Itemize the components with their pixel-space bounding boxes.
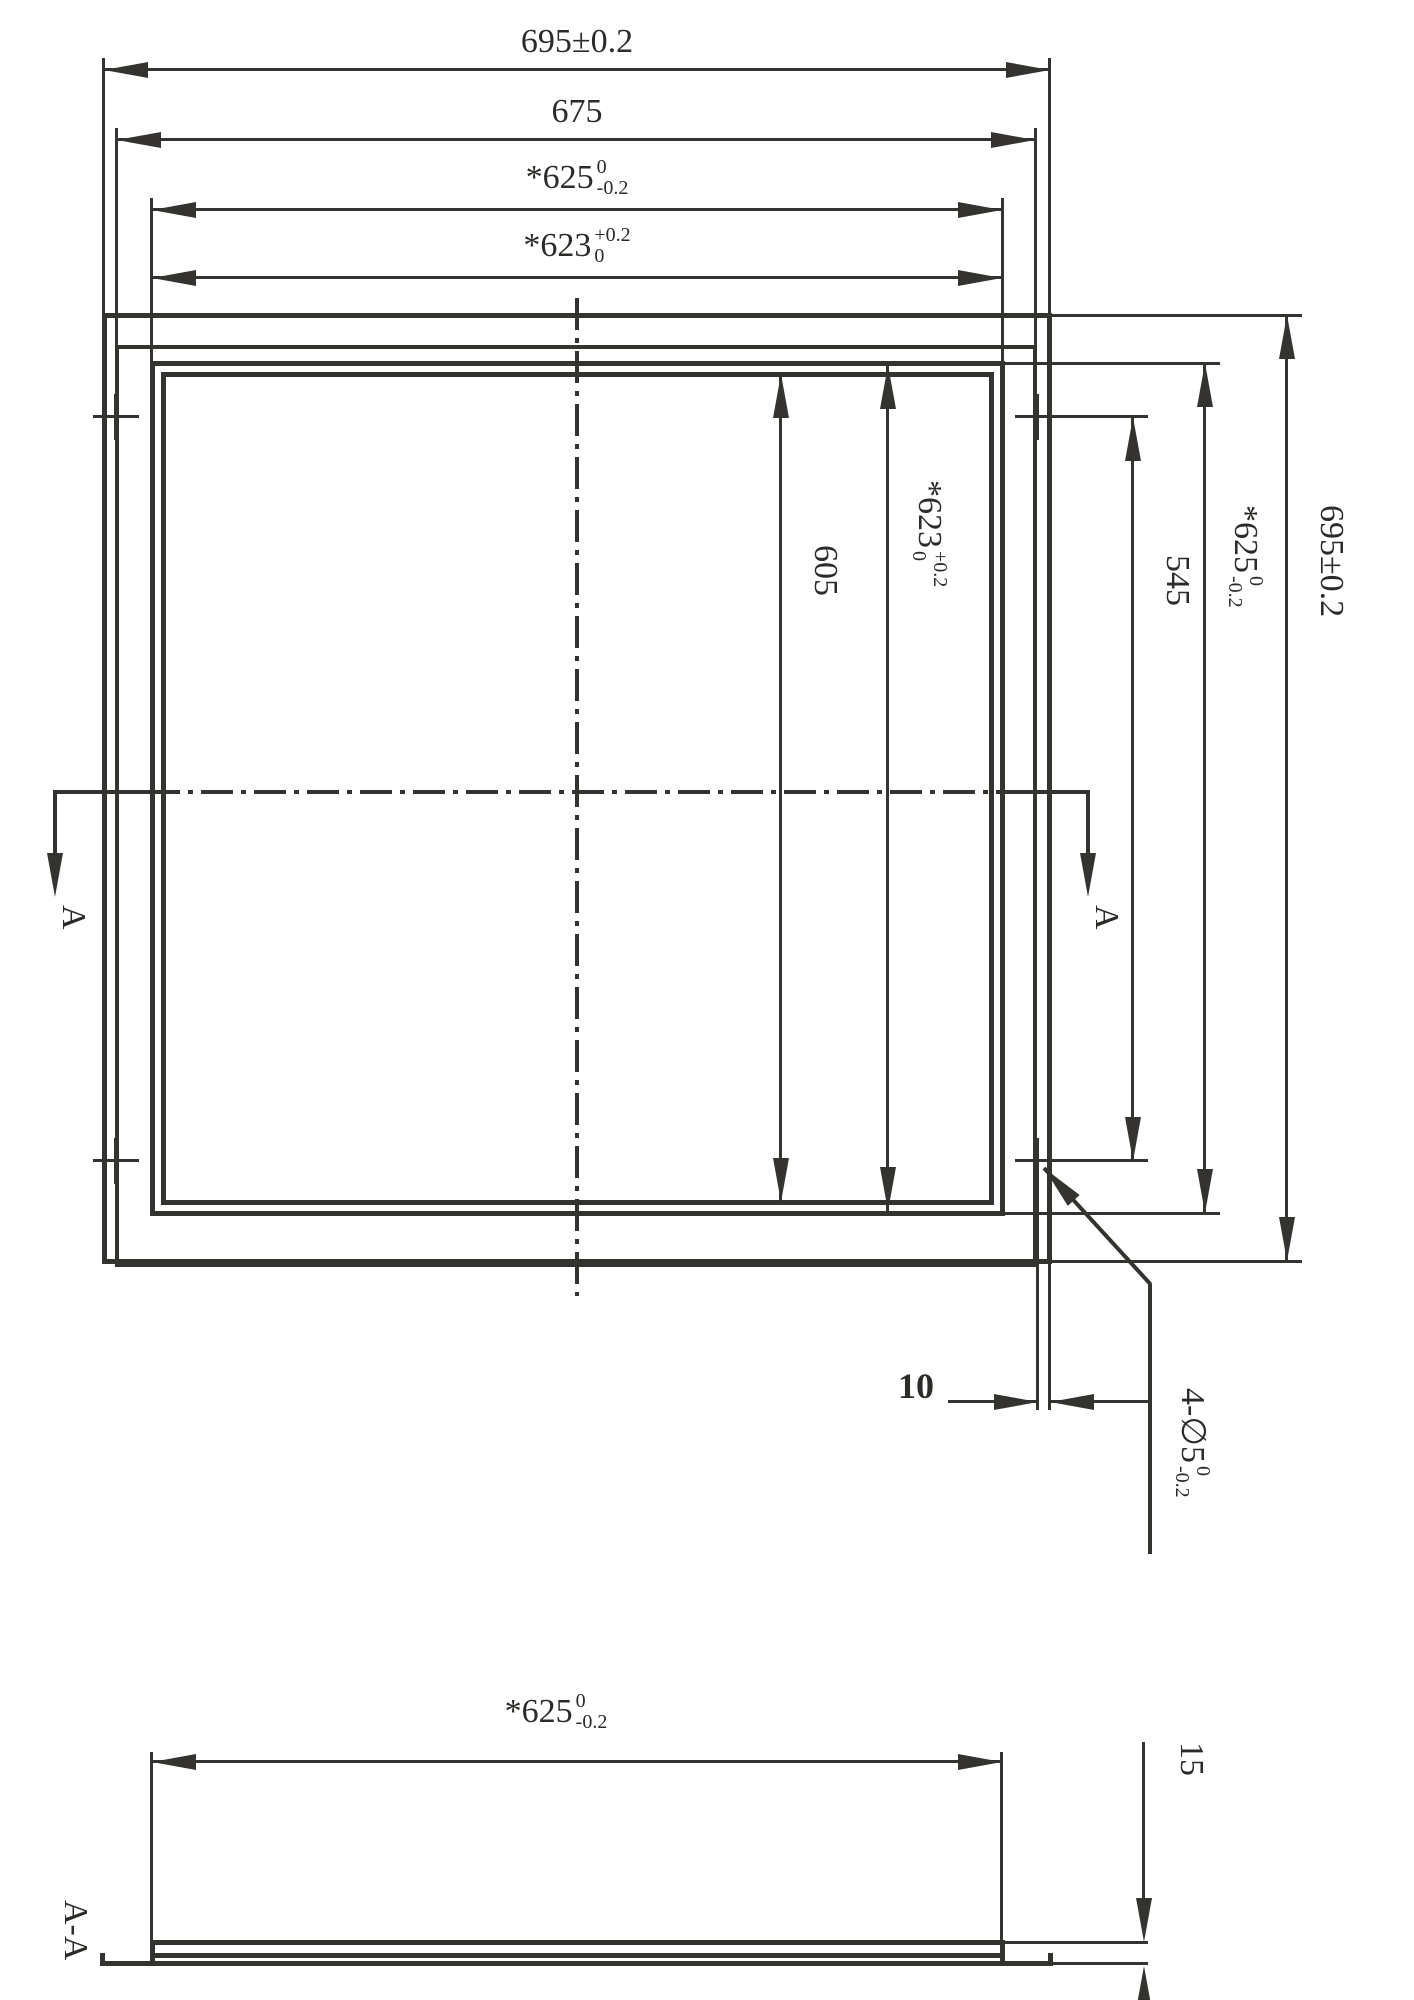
callout-text: 4-∅5 0 -0.2 bbox=[1171, 1388, 1214, 1498]
tolerance-stack: 0 -0.2 bbox=[1224, 576, 1267, 608]
dim-arrow bbox=[1279, 315, 1295, 359]
dim-arrow bbox=[1279, 1217, 1295, 1261]
dim-line bbox=[1203, 363, 1206, 1213]
dim-line bbox=[117, 138, 1035, 141]
leader-line bbox=[1043, 1167, 1153, 1286]
dim-arrow bbox=[994, 1394, 1038, 1410]
cross-line bbox=[114, 1138, 117, 1184]
ext-line bbox=[1034, 128, 1037, 347]
dim-arrow bbox=[1136, 1898, 1152, 1942]
dim-arrow bbox=[1050, 1394, 1094, 1410]
edge-line bbox=[1033, 345, 1037, 1267]
dim-arrow bbox=[1006, 62, 1050, 78]
edge-line bbox=[115, 345, 119, 1267]
dim-text: 675 bbox=[551, 93, 603, 130]
tolerance-stack: +0.2 0 bbox=[594, 224, 631, 267]
cross-line bbox=[114, 394, 117, 440]
dim-arrow bbox=[958, 202, 1002, 218]
edge-line bbox=[989, 372, 994, 1205]
dim-line bbox=[779, 374, 782, 1202]
section-arrow-down bbox=[47, 853, 63, 897]
dim-text: *623 +0.2 0 bbox=[908, 480, 951, 588]
ext-line bbox=[1052, 314, 1302, 317]
tolerance-stack: +0.2 0 bbox=[908, 551, 951, 588]
dim-line bbox=[1142, 1742, 1145, 1898]
dim-arrow bbox=[117, 132, 161, 148]
edge-line bbox=[161, 372, 166, 1205]
dim-arrow bbox=[1197, 1169, 1213, 1213]
dim-line bbox=[104, 68, 1050, 71]
edge-line bbox=[1000, 361, 1005, 1216]
section-title: A-A bbox=[57, 1900, 94, 1961]
dim-text: 605 bbox=[807, 545, 844, 596]
vertical-center-line bbox=[575, 298, 579, 1296]
dim-arrow bbox=[880, 365, 896, 409]
ext-line bbox=[115, 128, 118, 347]
ext-line bbox=[1005, 362, 1220, 365]
profile-line bbox=[1000, 1940, 1005, 1966]
profile-line bbox=[150, 1940, 1004, 1945]
dim-text: *623 +0.2 0 bbox=[523, 224, 631, 267]
section-label-left: A bbox=[55, 905, 92, 930]
ext-line bbox=[1000, 1752, 1003, 1942]
tolerance-stack: 0 -0.2 bbox=[1171, 1465, 1214, 1498]
edge-line bbox=[102, 313, 107, 1264]
ext-line bbox=[1048, 1264, 1051, 1410]
profile-line bbox=[100, 1961, 1052, 1966]
dim-line bbox=[886, 365, 889, 1211]
dim-arrow bbox=[1125, 1117, 1141, 1161]
leader-line bbox=[1148, 1284, 1152, 1554]
ext-line bbox=[1052, 1962, 1148, 1965]
dim-text: 695±0.2 bbox=[1313, 505, 1350, 618]
ext-line bbox=[102, 58, 105, 315]
ext-line bbox=[1004, 1941, 1148, 1944]
cut-line bbox=[1000, 790, 1090, 794]
dim-text: 10 bbox=[898, 1366, 934, 1406]
profile-line bbox=[150, 1940, 155, 1966]
cut-line bbox=[55, 790, 150, 794]
tolerance-stack: 0 -0.2 bbox=[596, 156, 629, 199]
edge-line bbox=[150, 361, 155, 1216]
ext-line bbox=[1052, 1260, 1302, 1263]
ext-line bbox=[150, 1752, 153, 1942]
dim-arrow bbox=[1197, 363, 1213, 407]
dim-text: *625 0 -0.2 bbox=[504, 1690, 608, 1733]
dim-line bbox=[1285, 315, 1288, 1261]
dim-text: 545 bbox=[1159, 555, 1196, 606]
dim-line bbox=[1131, 417, 1134, 1161]
profile-line bbox=[150, 1953, 1004, 1958]
dim-text: 695±0.2 bbox=[520, 23, 634, 60]
dim-arrow bbox=[1136, 1966, 1152, 2000]
dim-arrow bbox=[152, 202, 196, 218]
dim-arrow bbox=[880, 1167, 896, 1211]
dim-line bbox=[152, 276, 1002, 279]
profile-line bbox=[100, 1953, 105, 1966]
horizontal-center-line bbox=[148, 790, 1040, 794]
dim-arrow bbox=[991, 132, 1035, 148]
dim-line bbox=[152, 208, 1002, 211]
dim-arrow bbox=[1125, 417, 1141, 461]
section-arrow-down bbox=[1080, 853, 1096, 897]
dim-arrow bbox=[152, 1754, 196, 1770]
edge-line bbox=[1047, 313, 1052, 1264]
dim-line bbox=[152, 1760, 1002, 1763]
dim-arrow bbox=[773, 1158, 789, 1202]
ext-line bbox=[1048, 58, 1051, 315]
section-label-right: A bbox=[1088, 905, 1125, 930]
cut-line bbox=[1086, 790, 1090, 853]
dim-text: *625 0 -0.2 bbox=[525, 156, 629, 199]
tolerance-stack: 0 -0.2 bbox=[575, 1690, 608, 1733]
dim-text: 15 bbox=[1173, 1742, 1210, 1776]
dim-arrow bbox=[104, 62, 148, 78]
dim-arrow bbox=[773, 374, 789, 418]
dim-arrow bbox=[958, 270, 1002, 286]
dim-arrow bbox=[958, 1754, 1002, 1770]
dim-text: *625 0 -0.2 bbox=[1224, 505, 1267, 608]
dim-arrow bbox=[152, 270, 196, 286]
profile-line bbox=[1048, 1953, 1053, 1966]
ext-line bbox=[1036, 1167, 1039, 1410]
cut-line bbox=[53, 790, 57, 853]
